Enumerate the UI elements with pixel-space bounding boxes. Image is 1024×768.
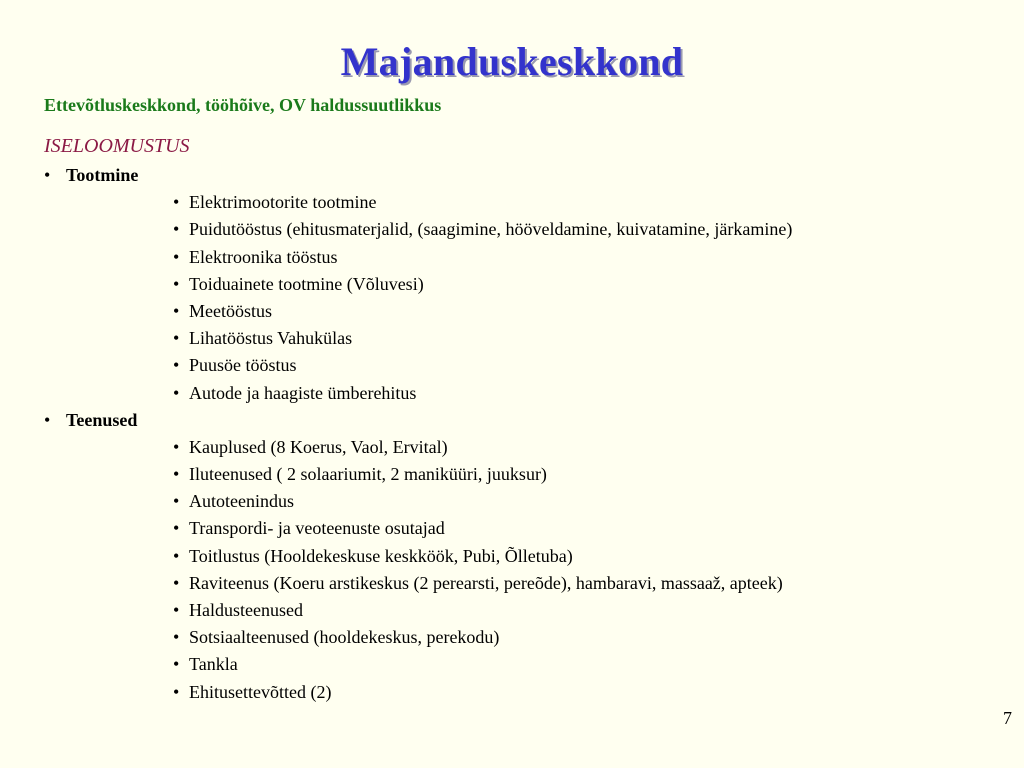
bullet-icon: •	[173, 654, 180, 675]
list-item	[44, 271, 1004, 298]
bullet-icon: •	[173, 382, 180, 403]
bullet-icon: •	[173, 246, 180, 267]
bullet-icon: •	[173, 600, 180, 620]
list-item	[44, 325, 1004, 352]
bullet-icon: •	[173, 627, 180, 648]
list-item-text: Elektroonika tööstus	[189, 246, 338, 267]
list-item-text: Sotsiaalteenused (hooldekeskus, perekodu)	[189, 627, 500, 648]
category-label: Teenused	[66, 409, 138, 430]
list-item	[44, 380, 1004, 407]
list-item-text: Tankla	[189, 654, 238, 675]
list-item	[44, 298, 1004, 325]
category-label: Tootmine	[66, 165, 139, 185]
list-item-text: Kauplused (8 Koerus, Vaol, Ervital)	[189, 436, 448, 457]
list-item	[44, 189, 1004, 216]
bullet-icon: •	[173, 192, 180, 213]
list-item	[44, 679, 1004, 706]
list-item-text: Elektrimootorite tootmine	[189, 192, 377, 213]
list-item-text: Haldusteenused	[189, 600, 303, 620]
list-item-text: Autoteenindus	[189, 491, 294, 512]
page-number: 7	[1003, 708, 1012, 728]
category-teenused	[44, 407, 1004, 434]
slide-title: Majanduskeskkond	[340, 39, 684, 84]
bullet-icon: •	[173, 355, 180, 376]
list-item-text: Transpordi- ja veoteenuste osutajad	[189, 518, 445, 539]
bullet-icon: •	[173, 572, 180, 593]
list-item	[44, 515, 1004, 542]
list-item	[44, 461, 1004, 488]
bullet-icon: •	[173, 464, 180, 485]
list-item	[44, 216, 1004, 243]
list-item-text: Lihatööstus Vahukülas	[189, 328, 353, 349]
bullet-icon: •	[173, 300, 180, 321]
bullet-icon: •	[173, 219, 180, 240]
list-item-text: Iluteenused ( 2 solaariumit, 2 maniküüri, juuksur)	[189, 464, 547, 485]
bullet-icon: •	[173, 681, 180, 702]
list-item-text: Puidutööstus (ehitusmaterjalid, (saagimine, hööveldamine, kuivatamine, järkamine)	[189, 219, 793, 240]
category-tootmine	[44, 162, 1004, 189]
list-item	[44, 570, 1004, 597]
list-item	[44, 651, 1004, 678]
section-heading: ISELOOMUSTUS	[44, 135, 190, 157]
bullet-list	[44, 162, 1004, 706]
list-item	[44, 624, 1004, 651]
bullet-icon: •	[173, 518, 180, 539]
list-item	[44, 244, 1004, 271]
list-item-text: Toiduainete tootmine (Võluvesi)	[189, 273, 424, 294]
list-item-text: Raviteenus (Koeru arstikeskus (2 perearsti, pereõde), hambaravi, massaaž, apteek)	[189, 572, 783, 593]
list-item-text: Ehitusettevõtted (2)	[189, 681, 332, 702]
list-item-text: Meetööstus	[189, 300, 272, 321]
bullet-icon: •	[173, 491, 180, 512]
list-item-text: Puusöe tööstus	[189, 355, 297, 376]
list-item	[44, 352, 1004, 379]
list-item	[44, 488, 1004, 515]
list-item	[44, 543, 1004, 570]
bullet-icon: •	[173, 545, 180, 566]
list-item-text: Toitlustus (Hooldekeskuse keskköök, Pubi, Õlletuba)	[189, 545, 573, 566]
bullet-icon: •	[44, 165, 51, 185]
bullet-icon: •	[173, 436, 180, 457]
bullet-icon: •	[44, 409, 51, 430]
bullet-icon: •	[173, 273, 180, 294]
list-item-text: Autode ja haagiste ümberehitus	[189, 382, 417, 403]
list-item	[44, 597, 1004, 624]
bullet-icon: •	[173, 328, 180, 349]
list-item	[44, 434, 1004, 461]
slide-subtitle: Ettevõtluskeskkond, tööhõive, OV haldussuutlikkus	[44, 95, 442, 115]
